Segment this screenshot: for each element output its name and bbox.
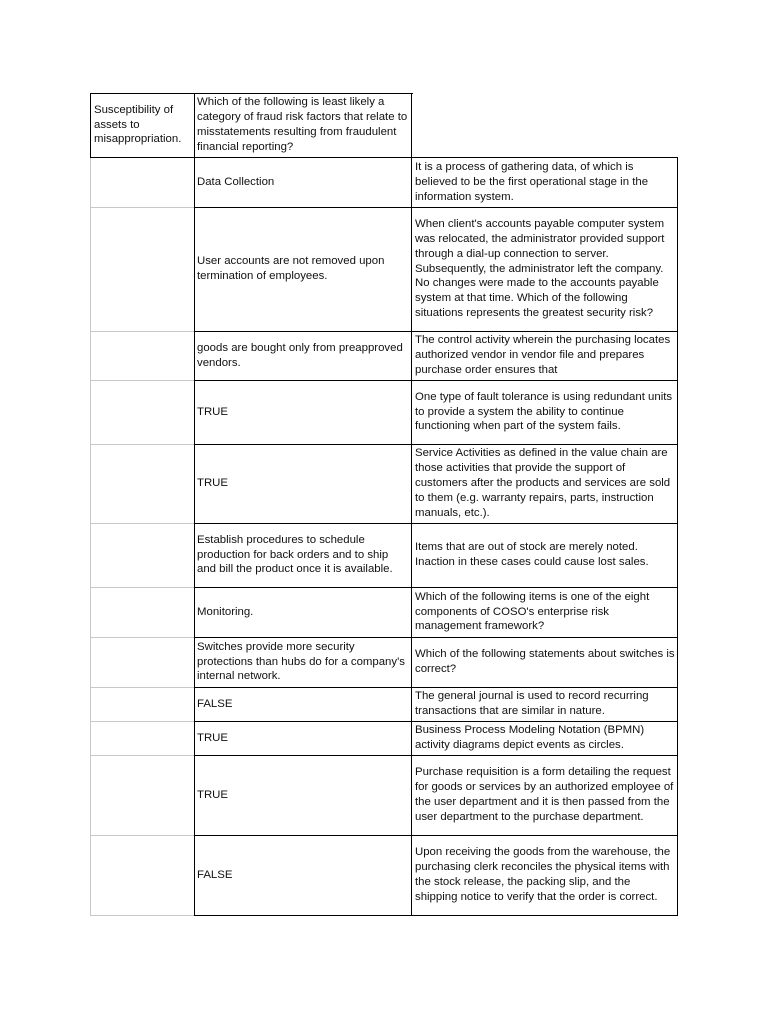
row-12-answer: FALSE: [197, 868, 233, 881]
grid-line: [194, 444, 678, 445]
grid-line: [194, 93, 195, 916]
grid-line: [194, 915, 678, 916]
row-11-question: Purchase requisition is a form detailing the request for goods or services by an authorized employee of the user department and it is then passed from the user department to the purchase department.: [415, 766, 674, 823]
row-12-question: Upon receiving the goods from the warehouse, the purchasing clerk reconciles the physical items with the stock release, the packing slip, and the shipping notice to verify that the order is correct.: [415, 846, 671, 903]
row-9-question: The general journal is used to record recurring transactions that are similar in nature.: [415, 690, 649, 717]
grid-line: [90, 207, 194, 208]
row-6-question: Items that are out of stock are merely noted. Inaction in these cases could cause lost sales.: [415, 541, 649, 568]
grid-line: [194, 380, 678, 381]
row-3-question: The control activity wherein the purchasing locates authorized vendor in vendor file and prepares purchase order ensures that: [415, 334, 671, 376]
row-2-answer: User accounts are not removed upon termination of employees.: [197, 255, 385, 282]
grid-line: [90, 755, 194, 756]
row-2-question: When client's accounts payable computer system was relocated, the administrator provided support through a dial-up connection to server. Subsequently, the administrator left the company. No changes were made to the accounts payable system at that time. Which of the following situations represents the greatest security risk?: [415, 217, 665, 320]
row-1-question: It is a process of gathering data, of which is believed to be the first operational stage in the information system.: [415, 161, 649, 203]
grid-line: [194, 721, 678, 722]
header-question-text: Which of the following is least likely a category of fraud risk factors that relate to misstatements resulting from fraudulent financial reporting?: [197, 96, 408, 153]
grid-line: [194, 835, 678, 836]
grid-line: [90, 380, 194, 381]
grid-line: [90, 157, 678, 158]
grid-line: [677, 157, 678, 916]
row-8-question: Which of the following statements about switches is correct?: [415, 648, 675, 675]
row-5-answer: TRUE: [197, 477, 229, 490]
row-7-answer: Monitoring.: [197, 605, 254, 618]
row-10-question: Business Process Modeling Notation (BPMN) activity diagrams depict events as circles.: [415, 724, 645, 751]
grid-line: [90, 93, 91, 157]
row-6-answer: Establish procedures to schedule production for back orders and to ship and bill the product once it is available.: [197, 533, 393, 576]
row-11-answer: TRUE: [197, 788, 229, 801]
row-4-question: One type of fault tolerance is using redundant units to provide a system the ability to continue functioning when part of the system fails.: [415, 390, 673, 433]
grid-line: [194, 755, 678, 756]
grid-line: [90, 93, 413, 94]
grid-line: [194, 587, 678, 588]
grid-line: [90, 721, 194, 722]
grid-line: [411, 93, 412, 916]
grid-line: [194, 207, 678, 208]
grid-line: [90, 637, 194, 638]
row-9-answer: FALSE: [197, 697, 233, 710]
row-5-question: Service Activities as defined in the value chain are those activities that provide the support of customers after the products and services are sold to them (e.g. warranty repairs, parts, instruction manuals, etc.).: [415, 447, 671, 519]
header-cell-category: [91, 93, 194, 157]
row-3-answer: goods are bought only from preapproved vendors.: [197, 341, 403, 369]
grid-line: [90, 523, 194, 524]
grid-line: [90, 835, 194, 836]
grid-line: [90, 157, 91, 916]
header-cell-question: [194, 93, 412, 157]
grid-line: [194, 687, 678, 688]
grid-line: [90, 444, 194, 445]
grid-line: [90, 915, 194, 916]
grid-line: [90, 331, 194, 332]
row-8-answer: Switches provide more security protections than hubs do for a company's internal network.: [197, 640, 405, 683]
grid-line: [194, 637, 678, 638]
row-10-answer: TRUE: [197, 731, 229, 744]
row-1-answer: Data Collection: [197, 176, 275, 189]
grid-line: [194, 523, 678, 524]
grid-line: [90, 687, 194, 688]
row-7-question: Which of the following items is one of the eight components of COSO's enterprise risk management framework?: [415, 590, 650, 633]
grid-line: [194, 331, 678, 332]
header-category-text: Susceptibility of assets to misappropriation.: [94, 103, 182, 146]
grid-line: [90, 587, 194, 588]
row-4-answer: TRUE: [197, 405, 229, 418]
